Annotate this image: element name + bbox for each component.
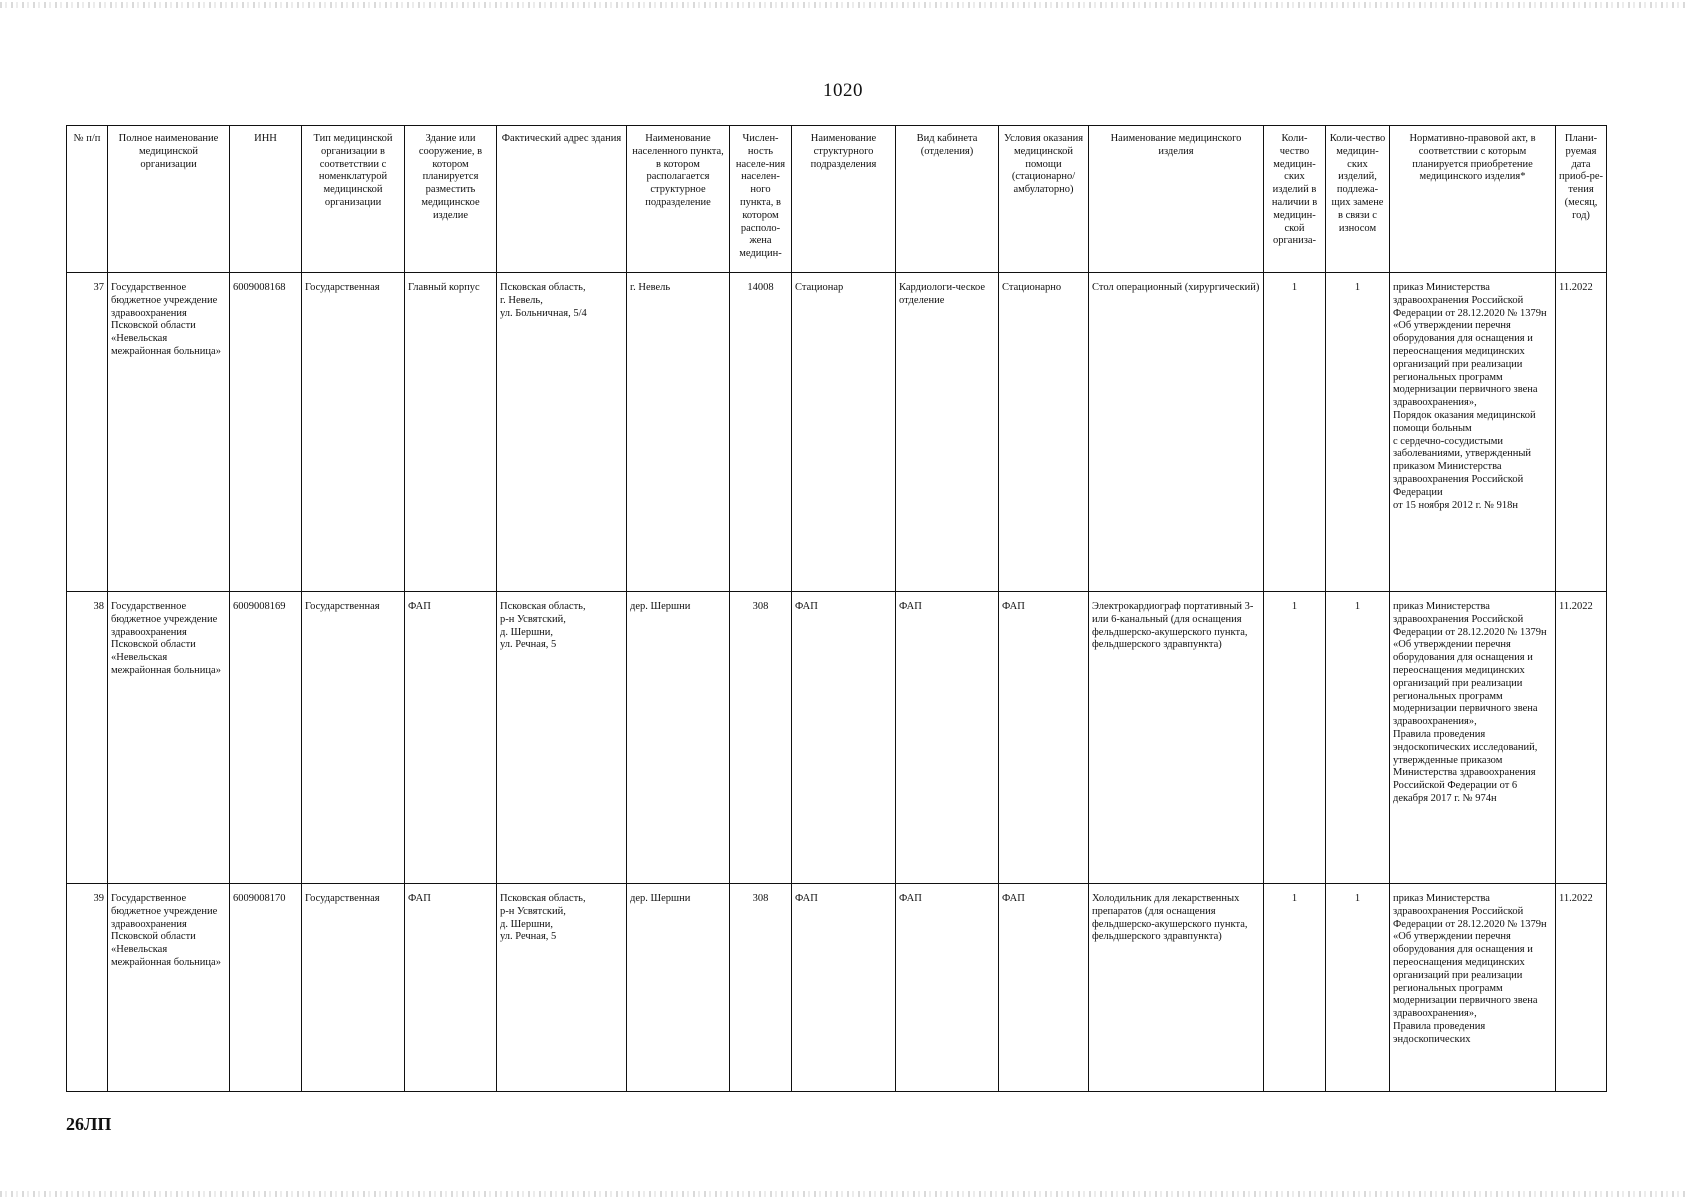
- cell-cabinet: Кардиологи-ческое отделение: [896, 273, 999, 592]
- cell-inn: 6009008169: [230, 592, 302, 884]
- header-device: Наименование медицинского изделия: [1089, 126, 1264, 273]
- cell-date: 11.2022: [1556, 592, 1607, 884]
- cell-legal-act: приказ Министерства здравоохранения Российской Федерации от 28.12.2020 № 1379н «Об утверждении перечня оборудования для оснащения и переоснащения медицинских организаций при реализации региональных программ модернизации первичного звена здравоохранения», Правила проведения эндоскопических исследований, утвержденные приказом Министерства здравоохранения Российской Федерации от 6 декабря 2017 г. № 974н: [1390, 592, 1556, 884]
- header-type: Тип медицинской организации в соответствии с номенклатурой медицинской организации: [302, 126, 405, 273]
- cell-legal-act: приказ Министерства здравоохранения Российской Федерации от 28.12.2020 № 1379н «Об утверждении перечня оборудования для оснащения и переоснащения медицинских организаций при реализации региональных программ модернизации первичного звена здравоохранения», Порядок оказания медицинской помощи больным с сердечно-сосудистыми заболеваниями, утвержденный приказом Министерства здравоохранения Российской Федерации от 15 ноября 2012 г. № 918н: [1390, 273, 1556, 592]
- cell-population: 308: [730, 592, 792, 884]
- table-row: [67, 884, 1607, 1092]
- cell-building: ФАП: [405, 884, 497, 1092]
- cell-cabinet: ФАП: [896, 884, 999, 1092]
- cell-unit: ФАП: [792, 884, 896, 1092]
- header-population: Числен-ность населе-ния населен-ного пункта, в котором располо-жена медицин-: [730, 126, 792, 273]
- scan-edge-bottom: [0, 1191, 1686, 1197]
- cell-settlement: дер. Шершни: [627, 592, 730, 884]
- cell-qty-replace: 1: [1326, 273, 1390, 592]
- cell-cabinet: ФАП: [896, 592, 999, 884]
- cell-device: Стол операционный (хирургический): [1089, 273, 1264, 592]
- cell-num: 37: [67, 273, 108, 592]
- document-code: 26ЛП: [66, 1114, 112, 1134]
- scan-edge-top: [0, 2, 1686, 8]
- cell-settlement: дер. Шершни: [627, 884, 730, 1092]
- cell-address: Псковская область, г. Невель, ул. Больничная, 5/4: [497, 273, 627, 592]
- cell-address: Псковская область, р-н Усвятский, д. Шершни, ул. Речная, 5: [497, 884, 627, 1092]
- cell-conditions: ФАП: [999, 884, 1089, 1092]
- cell-qty-available: 1: [1264, 884, 1326, 1092]
- cell-org: Государственное бюджетное учреждение здравоохранения Псковской области «Невельская межрайонная больница»: [108, 273, 230, 592]
- cell-type: Государственная: [302, 273, 405, 592]
- header-inn: ИНН: [230, 126, 302, 273]
- cell-qty-replace: 1: [1326, 884, 1390, 1092]
- header-num: № п/п: [67, 126, 108, 273]
- header-unit: Наименование структурного подразделения: [792, 126, 896, 273]
- cell-unit: Стационар: [792, 273, 896, 592]
- cell-unit: ФАП: [792, 592, 896, 884]
- cell-building: Главный корпус: [405, 273, 497, 592]
- header-qty-replace: Коли-чество медицин-ских изделий, подлежа-щих замене в связи с износом: [1326, 126, 1390, 273]
- cell-inn: 6009008168: [230, 273, 302, 592]
- cell-address: Псковская область, р-н Усвятский, д. Шершни, ул. Речная, 5: [497, 592, 627, 884]
- header-date: Плани-руемая дата приоб-ре-тения (месяц, год): [1556, 126, 1607, 273]
- cell-qty-replace: 1: [1326, 592, 1390, 884]
- cell-date: 11.2022: [1556, 273, 1607, 592]
- cell-num: 38: [67, 592, 108, 884]
- cell-population: 308: [730, 884, 792, 1092]
- table-row: [67, 592, 1607, 884]
- table-row: [67, 273, 1607, 592]
- header-conditions: Условия оказания медицинской помощи (стационарно/ амбулаторно): [999, 126, 1089, 273]
- header-legal-act: Нормативно-правовой акт, в соответствии с которым планируется приобретение медицинского изделия*: [1390, 126, 1556, 273]
- cell-qty-available: 1: [1264, 273, 1326, 592]
- cell-conditions: ФАП: [999, 592, 1089, 884]
- header-cabinet: Вид кабинета (отделения): [896, 126, 999, 273]
- cell-conditions: Стационарно: [999, 273, 1089, 592]
- header-qty-available: Коли-чество медицин-ских изделий в наличии в медицин-ской организа-: [1264, 126, 1326, 273]
- cell-building: ФАП: [405, 592, 497, 884]
- cell-device: Электрокардиограф портативный 3- или 6-канальный (для оснащения фельдшерско-акушерского пункта, фельдшерского здравпункта): [1089, 592, 1264, 884]
- cell-date: 11.2022: [1556, 884, 1607, 1092]
- header-settlement: Наименование населенного пункта, в котором располагается структурное подразделение: [627, 126, 730, 273]
- cell-type: Государственная: [302, 592, 405, 884]
- cell-inn: 6009008170: [230, 884, 302, 1092]
- table-header-row: [67, 126, 1607, 273]
- cell-device: Холодильник для лекарственных препаратов (для оснащения фельдшерско-акушерского пункта, фельдшерского здравпункта): [1089, 884, 1264, 1092]
- cell-type: Государственная: [302, 884, 405, 1092]
- cell-num: 39: [67, 884, 108, 1092]
- cell-population: 14008: [730, 273, 792, 592]
- cell-settlement: г. Невель: [627, 273, 730, 592]
- header-building: Здание или сооружение, в котором планируется разместить медицинское изделие: [405, 126, 497, 273]
- cell-legal-act: приказ Министерства здравоохранения Российской Федерации от 28.12.2020 № 1379н «Об утверждении перечня оборудования для оснащения и переоснащения медицинских организаций при реализации региональных программ модернизации первичного звена здравоохранения», Правила проведения эндоскопических: [1390, 884, 1556, 1092]
- page-number: 1020: [823, 80, 863, 101]
- cell-qty-available: 1: [1264, 592, 1326, 884]
- cell-org: Государственное бюджетное учреждение здравоохранения Псковской области «Невельская межрайонная больница»: [108, 884, 230, 1092]
- header-address: Фактический адрес здания: [497, 126, 627, 273]
- equipment-table: [66, 125, 1607, 1092]
- header-org: Полное наименование медицинской организации: [108, 126, 230, 273]
- cell-org: Государственное бюджетное учреждение здравоохранения Псковской области «Невельская межрайонная больница»: [108, 592, 230, 884]
